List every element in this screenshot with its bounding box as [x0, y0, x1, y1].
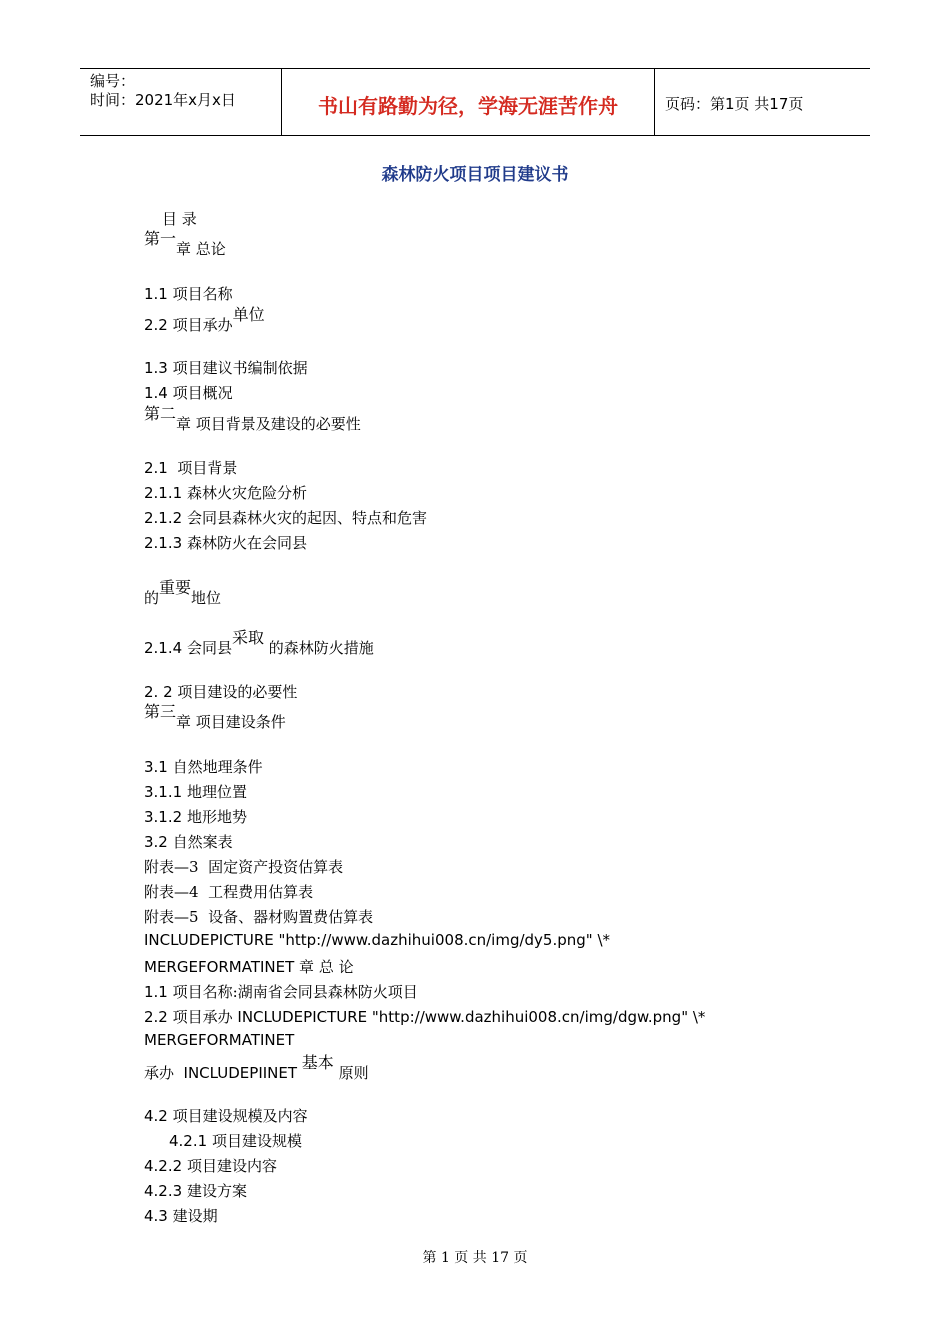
toc-line: 2.2 项目承办单位: [144, 305, 265, 334]
time-label: 时间：2021年x月x日: [90, 91, 236, 109]
toc-line: INCLUDEPICTURE "http://www.dazhihui008.cn/img/dy5.png" \*: [144, 931, 611, 949]
header-top-rule: [80, 68, 870, 69]
toc-line: 2.1.2 会同县森林火灾的起因、特点和危害: [144, 509, 427, 527]
header-bottom-rule: [80, 135, 870, 136]
header-meta: [90, 72, 236, 110]
toc-line: 4.2.2 项目建设内容: [144, 1157, 277, 1175]
code-label: 编号：: [90, 72, 136, 90]
toc-chapter-1: 第一章 总论: [144, 229, 226, 258]
toc-line: 2.1 项目背景: [144, 459, 238, 477]
document-title: 森林防火项目项目建议书: [381, 165, 569, 185]
toc-line: 2. 2 项目建设的必要性: [144, 683, 298, 701]
toc-line: MERGEFORMATINET: [144, 1031, 295, 1049]
toc-line: MERGEFORMATINET 章 总 论: [144, 958, 354, 976]
toc-line: 的重要地位: [144, 578, 222, 607]
toc-heading: 目 录: [162, 210, 197, 228]
toc-line: 2.1.3 森林防火在会同县: [144, 534, 307, 552]
toc-line: 3.1 自然地理条件: [144, 758, 263, 776]
header-page-info: 页码：第1页 共17页: [665, 95, 804, 113]
toc-line: 3.1.2 地形地势: [144, 808, 247, 826]
toc-line: 4.2 项目建设规模及内容: [144, 1107, 308, 1125]
toc-line: 4.3 建设期: [144, 1207, 218, 1225]
toc-line: 2.1.4 会同县采取 的森林防火措施: [144, 628, 374, 657]
page-footer: 第 1 页 共 17 页: [422, 1250, 528, 1266]
toc-line: 3.2 自然案表: [144, 833, 233, 851]
header-divider: [654, 68, 655, 136]
toc-line: 2.1.1 森林火灾危险分析: [144, 484, 307, 502]
toc-chapter-2: 第二章 项目背景及建设的必要性: [144, 404, 361, 433]
toc-line: 承办 INCLUDEPIINET 基本 原则: [144, 1053, 369, 1082]
toc-line: 4.2.3 建设方案: [144, 1182, 247, 1200]
header-motto: 书山有路勤为径，学海无涯苦作舟: [318, 94, 618, 118]
toc-line: 附表—3 固定资产投资估算表: [144, 858, 344, 876]
toc-line: 附表—5 设备、器材购置费估算表: [144, 908, 374, 926]
toc-line: 1.4 项目概况: [144, 384, 233, 402]
toc-line: 附表—4 工程费用估算表: [144, 883, 314, 901]
toc-line: 1.1 项目名称: [144, 285, 233, 303]
toc-line: 3.1.1 地理位置: [144, 783, 247, 801]
toc-line: 1.3 项目建议书编制依据: [144, 359, 308, 377]
toc-line: 2.2 项目承办 INCLUDEPICTURE "http://www.dazhihui008.cn/img/dgw.png" \*: [144, 1008, 706, 1026]
toc-line: 4.2.1 项目建设规模: [169, 1132, 302, 1150]
toc-line: 1.1 项目名称:湖南省会同县森林防火项目: [144, 983, 418, 1001]
toc-chapter-3: 第三章 项目建设条件: [144, 702, 286, 731]
